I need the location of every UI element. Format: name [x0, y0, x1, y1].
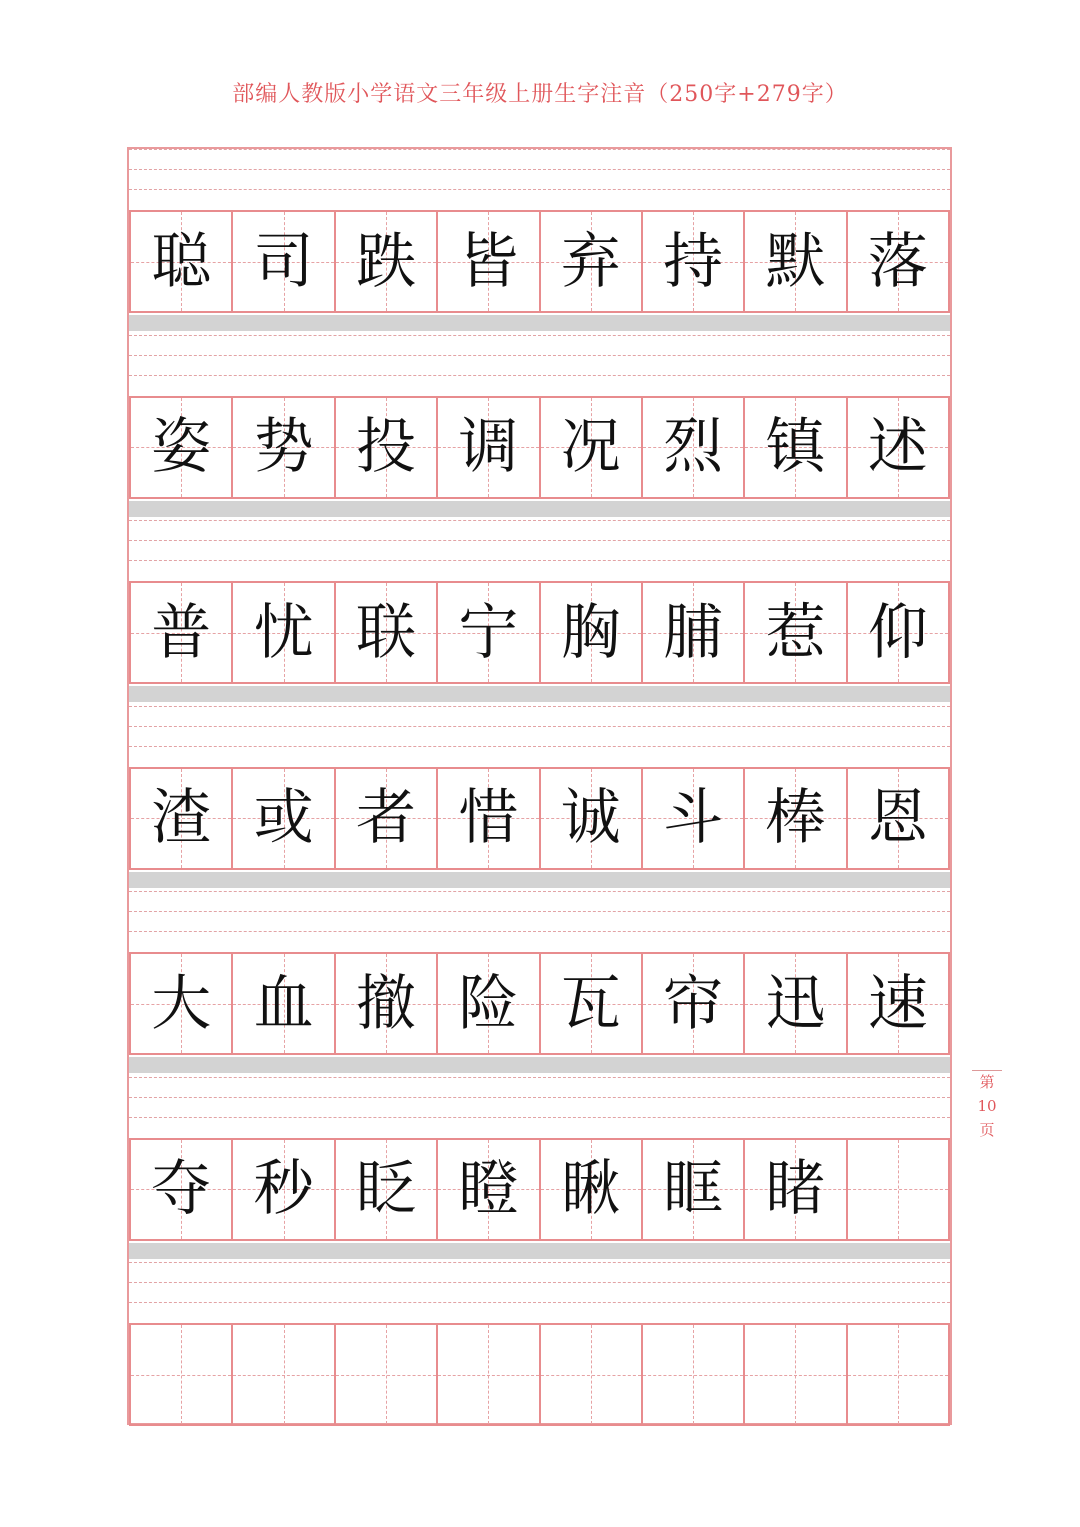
- pinyin-guide-line: [129, 355, 950, 356]
- page-number-divider: [972, 1070, 1002, 1071]
- pinyin-guide-line: [129, 931, 950, 932]
- pinyin-guide-line: [129, 726, 950, 727]
- character: 述: [867, 412, 928, 482]
- character-cell: [641, 581, 745, 684]
- character-cell: [129, 1323, 233, 1426]
- character-cell: [641, 1323, 745, 1426]
- pinyin-lines: [129, 1077, 950, 1138]
- character-row: [129, 1138, 950, 1241]
- character-row: [129, 1323, 950, 1426]
- character-cell: [846, 396, 950, 499]
- character-cell: [743, 1323, 847, 1426]
- page-title: 部编人教版小学语文三年级上册生字注音（250字+279字）: [232, 82, 848, 107]
- character-row: [129, 767, 950, 870]
- page-number-prefix: 第: [979, 1073, 995, 1091]
- character: 夺: [151, 1154, 212, 1224]
- character: 恩: [867, 783, 928, 853]
- pinyin-guide-line: [129, 1117, 950, 1118]
- character-cell: [846, 1323, 950, 1426]
- character-cell: [436, 581, 540, 684]
- character: [541, 1325, 641, 1424]
- pinyin-guide-line: [129, 1262, 950, 1263]
- character: [438, 1325, 538, 1424]
- character-cell: [436, 210, 540, 313]
- character-cell: [641, 767, 745, 870]
- character-cell: [334, 952, 438, 1055]
- character: 势: [253, 412, 314, 482]
- character-cell: [641, 210, 745, 313]
- character: 者: [355, 783, 416, 853]
- character-cell: [641, 396, 745, 499]
- character-cell: [436, 952, 540, 1055]
- character-cell: [231, 396, 335, 499]
- character: 烈: [663, 412, 724, 482]
- character-cell: [846, 767, 950, 870]
- character: 落: [867, 226, 928, 297]
- character: 瞪: [458, 1154, 519, 1224]
- row-separator-band: [129, 315, 950, 331]
- character: 迅: [765, 968, 826, 1039]
- pinyin-guide-line: [129, 911, 950, 912]
- character: 渣: [151, 783, 212, 853]
- pinyin-guide-line: [129, 560, 950, 561]
- character-row: [129, 581, 950, 684]
- character-cell: [129, 396, 233, 499]
- character: 速: [867, 968, 928, 1039]
- character-cell: [334, 1323, 438, 1426]
- character-cell: [846, 581, 950, 684]
- character-cell: [539, 1138, 643, 1241]
- page-number-value: 10: [977, 1097, 997, 1115]
- character-cell: [436, 1138, 540, 1241]
- pinyin-guide-line: [129, 169, 950, 170]
- pinyin-lines: [129, 149, 950, 210]
- character: 聪: [151, 226, 212, 297]
- character-row: [129, 210, 950, 313]
- character: 司: [253, 226, 314, 297]
- character: 镇: [765, 412, 826, 482]
- writing-grid: [127, 147, 952, 1425]
- pinyin-lines: [129, 520, 950, 581]
- character: 瞅: [560, 1154, 621, 1224]
- character-row: [129, 396, 950, 499]
- character: 姿: [151, 412, 212, 482]
- character: 脯: [663, 597, 724, 668]
- character: 普: [151, 597, 212, 668]
- pinyin-guide-line: [129, 189, 950, 190]
- character-cell: [743, 210, 847, 313]
- character-cell: [334, 396, 438, 499]
- character-cell: [641, 1138, 745, 1241]
- character-cell: [334, 581, 438, 684]
- character: 调: [458, 412, 519, 482]
- pinyin-guide-line: [129, 1282, 950, 1283]
- row-separator-band: [129, 501, 950, 517]
- character: [643, 1325, 743, 1424]
- character-cell: [231, 1138, 335, 1241]
- row-separator-band: [129, 1243, 950, 1259]
- character-cell: [743, 952, 847, 1055]
- character: 忧: [253, 597, 314, 668]
- character: 联: [355, 597, 416, 668]
- character: 眶: [663, 1154, 724, 1224]
- row-separator-band: [129, 1057, 950, 1073]
- character-cell: [436, 396, 540, 499]
- character: 血: [253, 968, 314, 1039]
- character: 惜: [458, 783, 519, 853]
- character-cell: [539, 767, 643, 870]
- character: [848, 1325, 948, 1424]
- character-cell: [231, 1323, 335, 1426]
- character: [745, 1325, 845, 1424]
- character: 惹: [765, 597, 826, 668]
- character: 跌: [355, 226, 416, 297]
- character: 投: [355, 412, 416, 482]
- pinyin-guide-line: [129, 1302, 950, 1303]
- character-cell: [231, 952, 335, 1055]
- character: 眨: [355, 1154, 416, 1224]
- character: 帘: [663, 968, 724, 1039]
- character-cell: [743, 1138, 847, 1241]
- pinyin-guide-line: [129, 375, 950, 376]
- character: 秒: [253, 1154, 314, 1224]
- page-number-suffix: 页: [979, 1121, 995, 1139]
- character-cell: [743, 396, 847, 499]
- character: [131, 1325, 231, 1424]
- character-cell: [641, 952, 745, 1055]
- character: 况: [560, 412, 621, 482]
- character: 瓦: [560, 968, 621, 1039]
- character-cell: [436, 767, 540, 870]
- row-separator-band: [129, 872, 950, 888]
- pinyin-guide-line: [129, 149, 950, 150]
- character: 默: [765, 226, 826, 297]
- pinyin-lines: [129, 706, 950, 767]
- character-cell: [231, 767, 335, 870]
- character-cell: [129, 767, 233, 870]
- character-cell: [334, 1138, 438, 1241]
- character-cell: [846, 952, 950, 1055]
- pinyin-guide-line: [129, 520, 950, 521]
- character-cell: [334, 767, 438, 870]
- character: 诚: [560, 783, 621, 853]
- character: 撤: [355, 968, 416, 1039]
- character: 或: [253, 783, 314, 853]
- character-cell: [129, 1138, 233, 1241]
- character: 宁: [458, 597, 519, 668]
- character-cell: [846, 1138, 950, 1241]
- character: 胸: [560, 597, 621, 668]
- character: 皆: [458, 226, 519, 297]
- character: [233, 1325, 333, 1424]
- character: 大: [151, 968, 212, 1039]
- character-cell: [436, 1323, 540, 1426]
- character: 险: [458, 968, 519, 1039]
- character: [336, 1325, 436, 1424]
- pinyin-guide-line: [129, 891, 950, 892]
- pinyin-guide-line: [129, 1077, 950, 1078]
- pinyin-guide-line: [129, 746, 950, 747]
- character: [848, 1140, 948, 1239]
- pinyin-lines: [129, 891, 950, 952]
- pinyin-guide-line: [129, 335, 950, 336]
- character-cell: [539, 1323, 643, 1426]
- character-cell: [743, 581, 847, 684]
- character: 睹: [765, 1154, 826, 1224]
- character-cell: [129, 581, 233, 684]
- character-cell: [539, 581, 643, 684]
- page-number: [972, 1070, 1002, 1142]
- character: 持: [663, 226, 724, 297]
- pinyin-lines: [129, 335, 950, 396]
- row-separator-band: [129, 686, 950, 702]
- character-cell: [539, 952, 643, 1055]
- character-cell: [539, 396, 643, 499]
- character-cell: [129, 952, 233, 1055]
- character-cell: [334, 210, 438, 313]
- pinyin-guide-line: [129, 706, 950, 707]
- character-cell: [539, 210, 643, 313]
- character: 棒: [765, 783, 826, 853]
- character-cell: [129, 210, 233, 313]
- character-cell: [846, 210, 950, 313]
- pinyin-lines: [129, 1262, 950, 1323]
- character-cell: [743, 767, 847, 870]
- pinyin-guide-line: [129, 1097, 950, 1098]
- character: 仰: [867, 597, 928, 668]
- pinyin-guide-line: [129, 540, 950, 541]
- character-cell: [231, 581, 335, 684]
- character-cell: [231, 210, 335, 313]
- character: 弃: [560, 226, 621, 297]
- character: 斗: [663, 783, 724, 853]
- character-row: [129, 952, 950, 1055]
